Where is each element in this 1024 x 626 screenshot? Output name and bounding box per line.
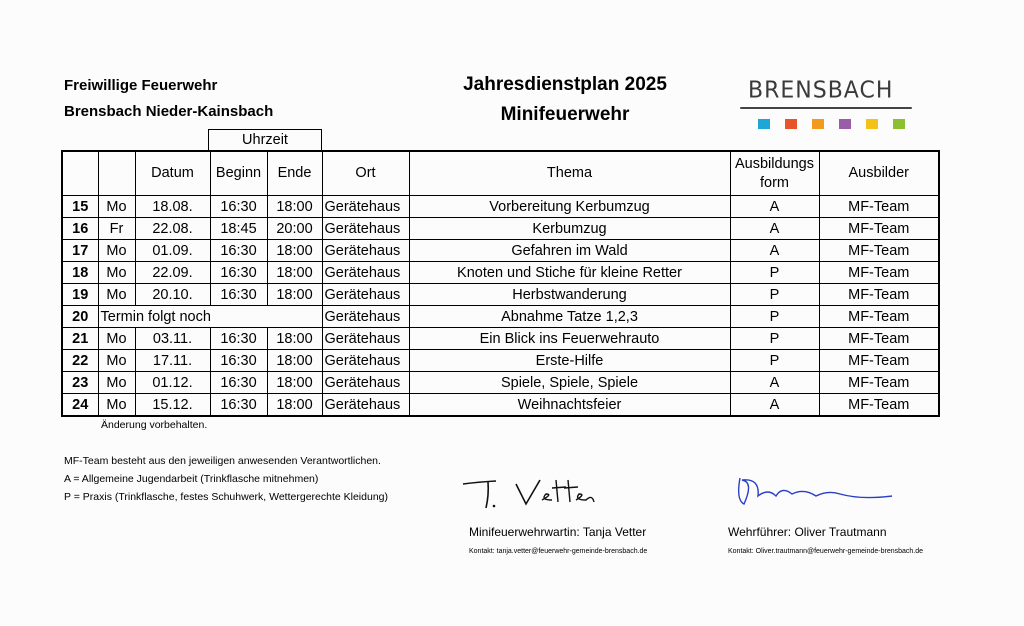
cell-beginn: 16:30 — [210, 284, 267, 306]
cell-nr: 24 — [62, 394, 98, 417]
cell-nr: 21 — [62, 328, 98, 350]
header-form-line2: form — [760, 174, 789, 191]
cell-nr: 17 — [62, 240, 98, 262]
cell-beginn: 18:45 — [210, 218, 267, 240]
cell-ausbilder: MF-Team — [819, 240, 939, 262]
cell-thema: Kerbumzug — [409, 218, 730, 240]
cell-thema: Weihnachtsfeier — [409, 394, 730, 417]
cell-form: A — [730, 218, 819, 240]
cell-thema: Herbstwanderung — [409, 284, 730, 306]
cell-thema: Knoten und Stiche für kleine Retter — [409, 262, 730, 284]
cell-tag: Mo — [98, 240, 135, 262]
cell-nr: 15 — [62, 196, 98, 218]
header-ort: Ort — [322, 151, 409, 196]
signature-vetter — [458, 470, 608, 520]
cell-ende: 18:00 — [267, 240, 322, 262]
signature-label-trautmann: Wehrführer: Oliver Trautmann — [728, 525, 887, 539]
cell-form: A — [730, 394, 819, 417]
cell-ende: 20:00 — [267, 218, 322, 240]
cell-ort: Gerätehaus — [322, 394, 409, 417]
cell-ende: 18:00 — [267, 394, 322, 417]
cell-termin-note: Termin folgt noch — [98, 306, 322, 328]
logo-square-orange — [812, 119, 824, 129]
logo-text: BRENSBACH — [748, 77, 894, 104]
cell-datum: 03.11. — [135, 328, 210, 350]
header-datum: Datum — [135, 151, 210, 196]
legend-mf-team: MF-Team besteht aus den jeweiligen anwesenden Verantwortlichen. — [64, 455, 381, 467]
logo-square-green — [893, 119, 905, 129]
schedule-table — [61, 150, 940, 417]
cell-nr: 19 — [62, 284, 98, 306]
table-row — [62, 262, 939, 284]
cell-ende: 18:00 — [267, 262, 322, 284]
cell-ausbilder: MF-Team — [819, 262, 939, 284]
logo-square-red — [785, 119, 797, 129]
cell-ende: 18:00 — [267, 196, 322, 218]
cell-ausbilder: MF-Team — [819, 328, 939, 350]
page-subtitle: Minifeuerwehr — [500, 104, 630, 125]
contact-trautmann: Kontakt: Oliver.trautmann@feuerwehr-gemeinde-brensbach.de — [728, 548, 924, 555]
cell-datum: 17.11. — [135, 350, 210, 372]
cell-nr: 23 — [62, 372, 98, 394]
cell-form: P — [730, 328, 819, 350]
cell-ausbilder: MF-Team — [819, 284, 939, 306]
cell-ausbilder: MF-Team — [819, 372, 939, 394]
table-row — [62, 284, 939, 306]
legend-a: A = Allgemeine Jugendarbeit (Trinkflasche mitnehmen) — [64, 473, 319, 485]
cell-ausbilder: MF-Team — [819, 196, 939, 218]
cell-beginn: 16:30 — [210, 196, 267, 218]
header-ausbilder: Ausbilder — [819, 151, 939, 196]
cell-ende: 18:00 — [267, 284, 322, 306]
cell-beginn: 16:30 — [210, 262, 267, 284]
cell-tag: Fr — [98, 218, 135, 240]
cell-datum: 01.09. — [135, 240, 210, 262]
header-tag — [98, 151, 135, 196]
table-row — [62, 372, 939, 394]
logo-square-yellow — [866, 119, 878, 129]
legend-p: P = Praxis (Trinkflasche, festes Schuhwerk, Wettergerechte Kleidung) — [64, 491, 388, 503]
cell-thema: Abnahme Tatze 1,2,3 — [409, 306, 730, 328]
table-row — [62, 350, 939, 372]
cell-tag: Mo — [98, 350, 135, 372]
cell-ende: 18:00 — [267, 372, 322, 394]
cell-form: A — [730, 372, 819, 394]
cell-thema: Spiele, Spiele, Spiele — [409, 372, 730, 394]
signature-trautmann — [732, 470, 902, 515]
cell-beginn: 16:30 — [210, 394, 267, 417]
header-beginn: Beginn — [210, 151, 267, 196]
cell-nr: 18 — [62, 262, 98, 284]
cell-nr: 16 — [62, 218, 98, 240]
cell-ort: Gerätehaus — [322, 262, 409, 284]
cell-ausbilder: MF-Team — [819, 394, 939, 417]
cell-ort: Gerätehaus — [322, 350, 409, 372]
cell-ausbilder: MF-Team — [819, 218, 939, 240]
brensbach-logo — [740, 74, 918, 134]
cell-datum: 15.12. — [135, 394, 210, 417]
cell-ausbilder: MF-Team — [819, 306, 939, 328]
cell-tag: Mo — [98, 196, 135, 218]
cell-datum: 22.08. — [135, 218, 210, 240]
table-row — [62, 218, 939, 240]
cell-tag: Mo — [98, 372, 135, 394]
cell-ort: Gerätehaus — [322, 240, 409, 262]
table-row — [62, 240, 939, 262]
cell-ort: Gerätehaus — [322, 328, 409, 350]
cell-ende: 18:00 — [267, 350, 322, 372]
cell-beginn: 16:30 — [210, 240, 267, 262]
cell-tag: Mo — [98, 262, 135, 284]
cell-beginn: 16:30 — [210, 372, 267, 394]
cell-ort: Gerätehaus — [322, 372, 409, 394]
cell-thema: Vorbereitung Kerbumzug — [409, 196, 730, 218]
table-row — [62, 306, 939, 328]
cell-form: A — [730, 240, 819, 262]
header-form — [730, 151, 819, 196]
cell-ende: 18:00 — [267, 328, 322, 350]
table-row — [62, 196, 939, 218]
header-nr — [62, 151, 98, 196]
cell-form: A — [730, 196, 819, 218]
cell-ort: Gerätehaus — [322, 218, 409, 240]
cell-ort: Gerätehaus — [322, 306, 409, 328]
cell-datum: 01.12. — [135, 372, 210, 394]
cell-thema: Erste-Hilfe — [409, 350, 730, 372]
uhrzeit-header: Uhrzeit — [208, 129, 322, 150]
header-form-line1: Ausbildungs — [735, 155, 814, 172]
logo-square-purple — [839, 119, 851, 129]
cell-form: P — [730, 350, 819, 372]
cell-ort: Gerätehaus — [322, 284, 409, 306]
header-thema: Thema — [409, 151, 730, 196]
cell-nr: 20 — [62, 306, 98, 328]
cell-form: P — [730, 262, 819, 284]
cell-beginn: 16:30 — [210, 350, 267, 372]
cell-thema: Gefahren im Wald — [409, 240, 730, 262]
cell-ausbilder: MF-Team — [819, 350, 939, 372]
org-name-line1: Freiwillige Feuerwehr — [64, 77, 218, 94]
cell-thema: Ein Blick ins Feuerwehrauto — [409, 328, 730, 350]
logo-underline — [740, 107, 912, 109]
table-header-row — [62, 151, 939, 196]
cell-tag: Mo — [98, 328, 135, 350]
contact-vetter: Kontakt: tanja.vetter@feuerwehr-gemeinde-brensbach.de — [469, 548, 648, 555]
cell-datum: 18.08. — [135, 196, 210, 218]
header-ende: Ende — [267, 151, 322, 196]
cell-datum: 22.09. — [135, 262, 210, 284]
table-row — [62, 394, 939, 417]
change-note: Änderung vorbehalten. — [101, 419, 208, 431]
cell-ort: Gerätehaus — [322, 196, 409, 218]
cell-form: P — [730, 284, 819, 306]
cell-nr: 22 — [62, 350, 98, 372]
cell-beginn: 16:30 — [210, 328, 267, 350]
cell-tag: Mo — [98, 284, 135, 306]
cell-form: P — [730, 306, 819, 328]
org-name-line2: Brensbach Nieder-Kainsbach — [64, 103, 274, 120]
cell-tag: Mo — [98, 394, 135, 417]
signature-label-vetter: Minifeuerwehrwartin: Tanja Vetter — [469, 525, 647, 539]
table-row — [62, 328, 939, 350]
logo-square-blue — [758, 119, 770, 129]
page-title: Jahresdienstplan 2025 — [463, 74, 667, 95]
cell-datum: 20.10. — [135, 284, 210, 306]
